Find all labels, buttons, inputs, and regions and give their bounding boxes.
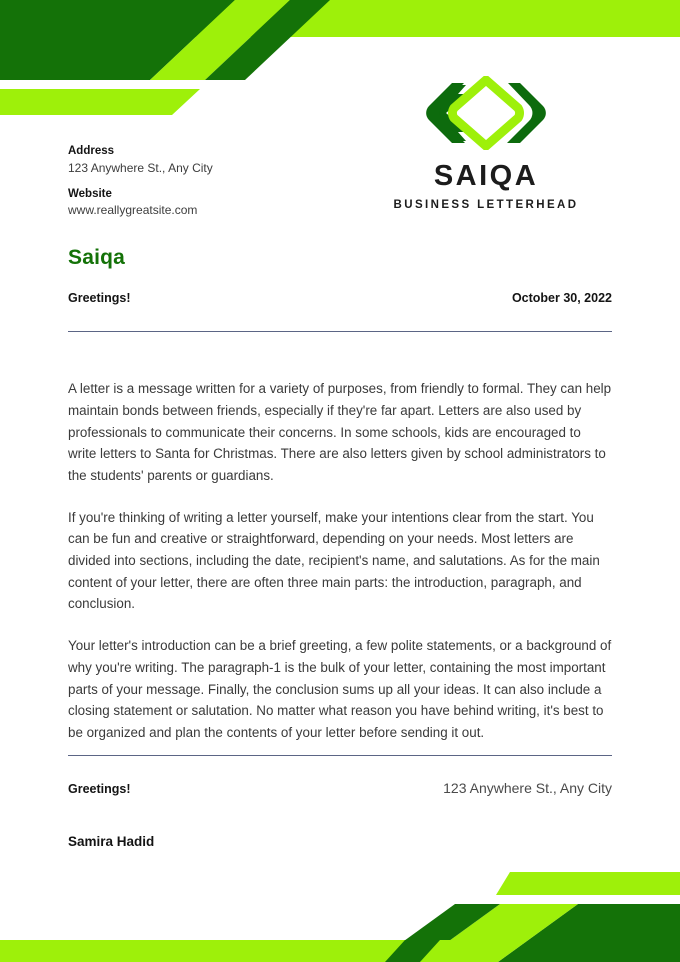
brand-tagline: BUSINESS LETTERHEAD (393, 199, 579, 211)
footer-divider (68, 755, 612, 756)
diamond-brackets-logo-icon (422, 76, 550, 150)
letter-salutation: Greetings! (68, 291, 131, 306)
bottom-decoration-graphic (0, 850, 680, 962)
brand-name: SAIQA (433, 160, 539, 192)
letter-footer (68, 755, 612, 849)
top-bright-underband (0, 89, 200, 115)
letter-meta-row (68, 291, 612, 305)
header-divider (68, 331, 612, 332)
contact-block (68, 145, 368, 218)
footer-address: 123 Anywhere St., Any City (443, 780, 612, 796)
address-value: 123 Anywhere St., Any City (68, 160, 213, 175)
footer-row (68, 780, 612, 796)
website-label: Website (68, 187, 112, 200)
letter-date: October 30, 2022 (511, 291, 612, 306)
bottom-bright-bar (0, 940, 420, 962)
bottom-bright-upperband (496, 872, 680, 895)
website-value[interactable]: www.reallygreatsite.com (68, 203, 198, 218)
letter-paragraphs (68, 378, 612, 744)
letter-paragraph-1: A letter is a message written for a variety of purposes, from friendly to formal. They can help maintain bonds between friends, especially if they're far apart. Letters are also used by professionals to communicate their concerns. In some schools, kids are encouraged to write letters to Santa for Christmas. There are also letters given by school administrators to the students' parents or guardians. (68, 381, 612, 483)
brand-block (356, 76, 616, 212)
letter-paragraph-3: Your letter's introduction can be a brief greeting, a few polite statements, or a background of why you're writing. The paragraph-1 is the bulk of your letter, containing the most important parts of your message. Finally, the conclusion sums up all your ideas. It can also include a closing statement or salutation. No matter what reason you have behind writing, it's best to be organized and plan the contents of your letter before sending it out. (68, 638, 612, 740)
footer-signature: Samira Hadid (68, 834, 155, 849)
address-label: Address (68, 145, 115, 157)
letter-paragraph-2: If you're thinking of writing a letter yourself, make your intentions clear from the start. You can be fun and creative or straightforward, depending on your needs. Most letters are divided into sections, including the date, recipient's name, and salutations. As for the main content of your letter, there are often three main parts: the introduction, paragraph, and conclusion. (68, 509, 600, 612)
letter-body (68, 246, 612, 744)
letter-title: Saiqa (68, 246, 126, 269)
footer-greeting: Greetings! (68, 782, 131, 796)
